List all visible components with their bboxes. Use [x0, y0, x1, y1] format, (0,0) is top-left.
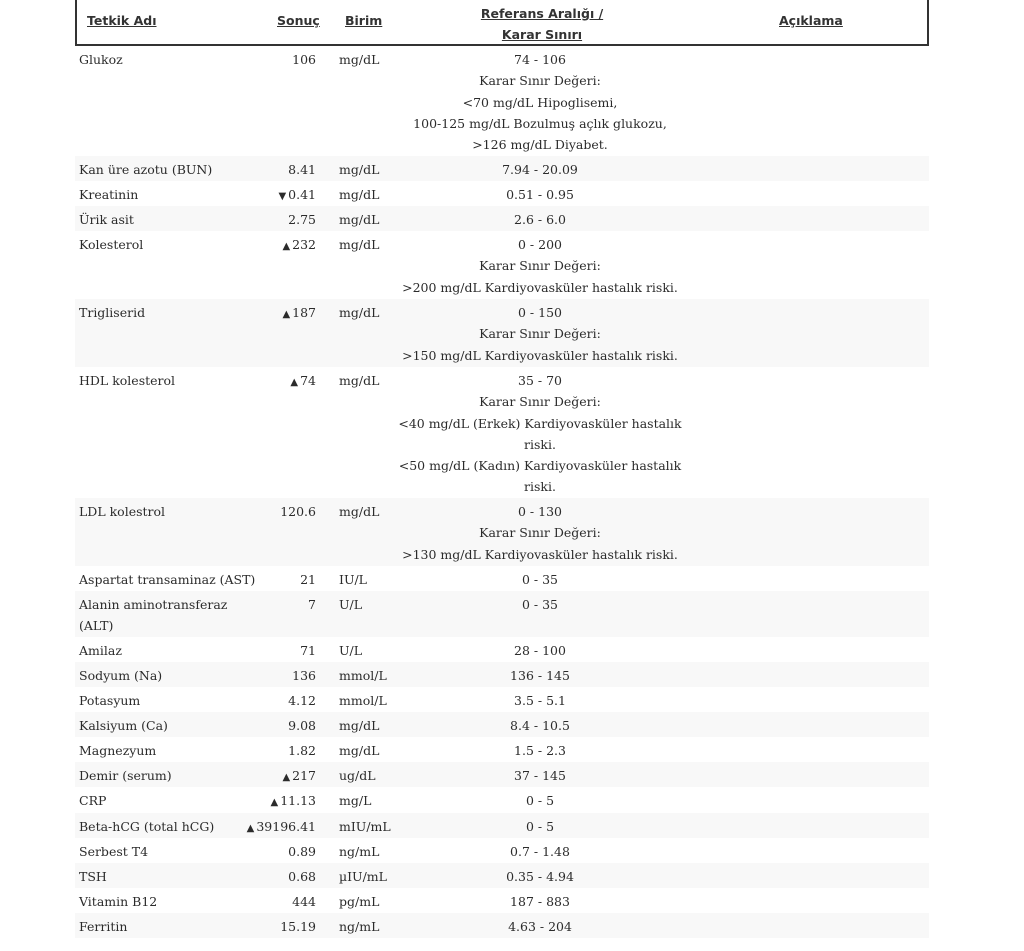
test-result — [278, 184, 316, 207]
decision-limit-line: Karar Sınır Değeri: — [479, 326, 601, 342]
table-row — [75, 637, 929, 662]
test-unit: mg/dL — [339, 212, 380, 227]
high-flag-icon: ▲ — [246, 823, 255, 834]
result-value: 1.82 — [288, 743, 316, 758]
test-result — [290, 370, 316, 393]
test-name: Vitamin B12 — [79, 894, 158, 909]
test-unit: pg/mL — [339, 894, 380, 909]
reference-range-value: 35 - 70 — [518, 373, 562, 388]
result-value: 232 — [292, 237, 316, 252]
reference-range — [397, 640, 683, 661]
test-name: Serbest T4 — [79, 844, 149, 859]
reference-range — [397, 690, 683, 711]
test-name: LDL kolestrol — [79, 504, 166, 519]
test-unit: IU/L — [339, 572, 367, 587]
reference-range — [397, 501, 683, 565]
test-result — [288, 740, 316, 761]
reference-range-value: 0 - 35 — [521, 572, 559, 587]
reference-range — [397, 569, 683, 590]
reference-range-value: 0 - 130 — [518, 504, 562, 519]
reference-range-value: 74 - 106 — [514, 52, 566, 67]
reference-range-value: 8.4 - 10.5 — [510, 718, 570, 733]
test-unit: ug/dL — [339, 768, 376, 783]
test-name: TSH — [79, 869, 107, 884]
header-result[interactable]: Sonuç — [277, 13, 320, 28]
low-flag-icon: ▼ — [278, 191, 287, 202]
test-result — [280, 501, 316, 522]
test-result — [282, 234, 316, 257]
test-result — [300, 640, 316, 661]
test-unit: mg/dL — [339, 305, 380, 320]
table-header — [75, 0, 929, 46]
reference-range — [397, 665, 683, 686]
decision-limit-line: <40 mg/dL (Erkek) Kardiyovasküler hastalık — [398, 415, 682, 431]
result-value: 11.13 — [280, 793, 316, 808]
test-result — [288, 866, 316, 887]
test-unit: mg/dL — [339, 52, 380, 67]
test-name: HDL kolesterol — [79, 373, 176, 388]
table-row — [75, 787, 929, 813]
reference-range — [397, 841, 683, 862]
decision-limit-line: Karar Sınır Değeri: — [479, 525, 601, 541]
test-name: Trigliserid — [79, 305, 146, 320]
table-row — [75, 913, 929, 938]
reference-range — [397, 816, 683, 837]
test-name: Aspartat transaminaz (AST) — [79, 572, 256, 587]
decision-limit-line: <70 mg/dL Hipoglisemi, — [462, 94, 618, 110]
table-row — [75, 813, 929, 838]
reference-range-value: 28 - 100 — [514, 643, 566, 658]
test-unit: mmol/L — [339, 693, 387, 708]
reference-range-value: 4.63 - 204 — [508, 919, 572, 934]
test-name: Glukoz — [79, 52, 123, 67]
test-result — [288, 690, 316, 711]
test-name: Amilaz — [79, 643, 122, 658]
reference-range — [397, 234, 683, 298]
result-value: 4.12 — [288, 693, 316, 708]
test-name: Kolesterol — [79, 237, 144, 252]
test-unit: mg/dL — [339, 187, 380, 202]
table-row — [75, 498, 929, 566]
table-row — [75, 46, 929, 156]
table-row — [75, 156, 929, 181]
result-value: 39196.41 — [256, 819, 316, 834]
table-row — [75, 838, 929, 863]
test-name: Kalsiyum (Ca) — [79, 718, 168, 733]
reference-range-value: 0 - 5 — [525, 793, 555, 808]
result-value: 9.08 — [288, 718, 316, 733]
test-result — [288, 159, 316, 180]
header-reference-line2: Karar Sınırı — [501, 27, 583, 42]
test-name: CRP — [79, 793, 107, 808]
lab-results-sheet — [75, 0, 929, 938]
decision-limit-line: 100-125 mg/dL Bozulmuş açlık glukozu, — [413, 115, 667, 131]
reference-range — [397, 866, 683, 887]
result-value: 8.41 — [288, 162, 316, 177]
header-reference-line1: Referans Aralığı / — [480, 6, 604, 21]
test-name: Potasyum — [79, 693, 141, 708]
decision-limit-line: Karar Sınır Değeri: — [479, 394, 601, 410]
test-unit: µIU/mL — [339, 869, 387, 884]
decision-limit-line: >130 mg/dL Kardiyovasküler hastalık riski. — [402, 546, 678, 562]
results-table-body — [75, 46, 929, 938]
table-row — [75, 231, 929, 299]
test-result — [280, 916, 316, 937]
result-value: 187 — [292, 305, 316, 320]
test-unit: ng/mL — [339, 844, 380, 859]
decision-limit-line: riski. — [524, 479, 556, 495]
test-unit: mg/dL — [339, 743, 380, 758]
result-value: 106 — [292, 52, 316, 67]
test-name: Sodyum (Na) — [79, 668, 163, 683]
decision-limit-line: riski. — [524, 436, 556, 452]
table-row — [75, 687, 929, 712]
result-value: 0.68 — [288, 869, 316, 884]
result-value: 136 — [292, 668, 316, 683]
reference-range — [397, 790, 683, 811]
reference-range — [397, 49, 683, 155]
table-row — [75, 888, 929, 913]
test-result — [292, 891, 316, 912]
high-flag-icon: ▲ — [282, 772, 291, 783]
reference-range-value: 0.35 - 4.94 — [506, 869, 574, 884]
reference-range-value: 0 - 35 — [521, 597, 559, 612]
result-value: 74 — [300, 373, 316, 388]
test-unit: mg/L — [339, 793, 372, 808]
result-value: 21 — [300, 572, 316, 587]
test-name: Magnezyum — [79, 743, 157, 758]
decision-limit-line: Karar Sınır Değeri: — [479, 73, 601, 89]
reference-range — [397, 916, 683, 937]
result-value: 120.6 — [280, 504, 316, 519]
high-flag-icon: ▲ — [282, 241, 291, 252]
test-unit: U/L — [339, 597, 363, 612]
test-result — [282, 765, 316, 788]
result-value: 2.75 — [288, 212, 316, 227]
test-unit: mg/dL — [339, 162, 380, 177]
test-result — [247, 816, 316, 839]
header-reference[interactable] — [457, 3, 627, 45]
reference-range-value: 0.51 - 0.95 — [506, 187, 574, 202]
reference-range — [397, 184, 683, 205]
decision-limit-line: Karar Sınır Değeri: — [479, 258, 601, 274]
test-unit: U/L — [339, 643, 363, 658]
result-value: 71 — [300, 643, 316, 658]
table-row — [75, 566, 929, 591]
reference-range-value: 0 - 200 — [518, 237, 562, 252]
test-name: Kreatinin — [79, 187, 139, 202]
reference-range — [397, 159, 683, 180]
header-test-name[interactable]: Tetkik Adı — [87, 13, 157, 28]
test-name: Demir (serum) — [79, 768, 172, 783]
reference-range — [397, 209, 683, 230]
table-row — [75, 662, 929, 687]
test-unit: ng/mL — [339, 919, 380, 934]
reference-range — [397, 594, 683, 615]
test-unit: mg/dL — [339, 504, 380, 519]
result-value: 444 — [292, 894, 316, 909]
result-value: 15.19 — [280, 919, 316, 934]
high-flag-icon: ▲ — [282, 309, 291, 320]
test-result — [288, 715, 316, 736]
test-name: Kan üre azotu (BUN) — [79, 162, 213, 177]
reference-range — [397, 370, 683, 498]
decision-limit-line: >126 mg/dL Diyabet. — [472, 137, 608, 153]
reference-range-value: 0 - 150 — [518, 305, 562, 320]
reference-range-value: 1.5 - 2.3 — [514, 743, 566, 758]
result-value: 217 — [292, 768, 316, 783]
result-value: 0.41 — [288, 187, 316, 202]
reference-range-value: 0 - 5 — [525, 819, 555, 834]
reference-range-value: 2.6 - 6.0 — [514, 212, 566, 227]
test-unit: mg/dL — [339, 373, 380, 388]
result-value: 0.89 — [288, 844, 316, 859]
high-flag-icon: ▲ — [290, 377, 299, 388]
table-row — [75, 712, 929, 737]
header-note[interactable]: Açıklama — [779, 13, 843, 28]
table-row — [75, 206, 929, 231]
test-name: Ferritin — [79, 919, 128, 934]
reference-range — [397, 765, 683, 786]
table-row — [75, 299, 929, 367]
reference-range-value: 136 - 145 — [510, 668, 570, 683]
table-row — [75, 762, 929, 787]
test-result — [271, 790, 317, 813]
reference-range — [397, 891, 683, 912]
reference-range — [397, 740, 683, 761]
test-name: Alanin aminotransferaz (ALT) — [79, 597, 228, 633]
header-unit[interactable]: Birim — [345, 13, 383, 28]
table-row — [75, 181, 929, 206]
test-result — [292, 665, 316, 686]
test-unit: mg/dL — [339, 237, 380, 252]
decision-limit-line: <50 mg/dL (Kadın) Kardiyovasküler hastalık — [398, 458, 682, 474]
table-row — [75, 591, 929, 637]
test-result — [288, 209, 316, 230]
reference-range — [397, 302, 683, 366]
reference-range-value: 3.5 - 5.1 — [514, 693, 566, 708]
test-unit: mmol/L — [339, 668, 387, 683]
reference-range-value: 37 - 145 — [514, 768, 566, 783]
decision-limit-line: >150 mg/dL Kardiyovasküler hastalık riski. — [402, 347, 678, 363]
reference-range-value: 0.7 - 1.48 — [510, 844, 570, 859]
test-name: Beta-hCG (total hCG) — [79, 819, 215, 834]
test-result — [282, 302, 316, 325]
reference-range — [397, 715, 683, 736]
test-result — [300, 569, 316, 590]
result-value: 7 — [308, 597, 316, 612]
table-row — [75, 863, 929, 888]
test-unit: mg/dL — [339, 718, 380, 733]
test-unit: mIU/mL — [339, 819, 391, 834]
high-flag-icon: ▲ — [270, 797, 279, 808]
decision-limit-line: >200 mg/dL Kardiyovasküler hastalık riski. — [402, 279, 678, 295]
test-result — [288, 841, 316, 862]
table-row — [75, 367, 929, 498]
test-result — [292, 49, 316, 70]
reference-range-value: 7.94 - 20.09 — [502, 162, 578, 177]
test-name: Ürik asit — [79, 212, 134, 227]
table-row — [75, 737, 929, 762]
reference-range-value: 187 - 883 — [510, 894, 570, 909]
test-result — [308, 594, 316, 615]
